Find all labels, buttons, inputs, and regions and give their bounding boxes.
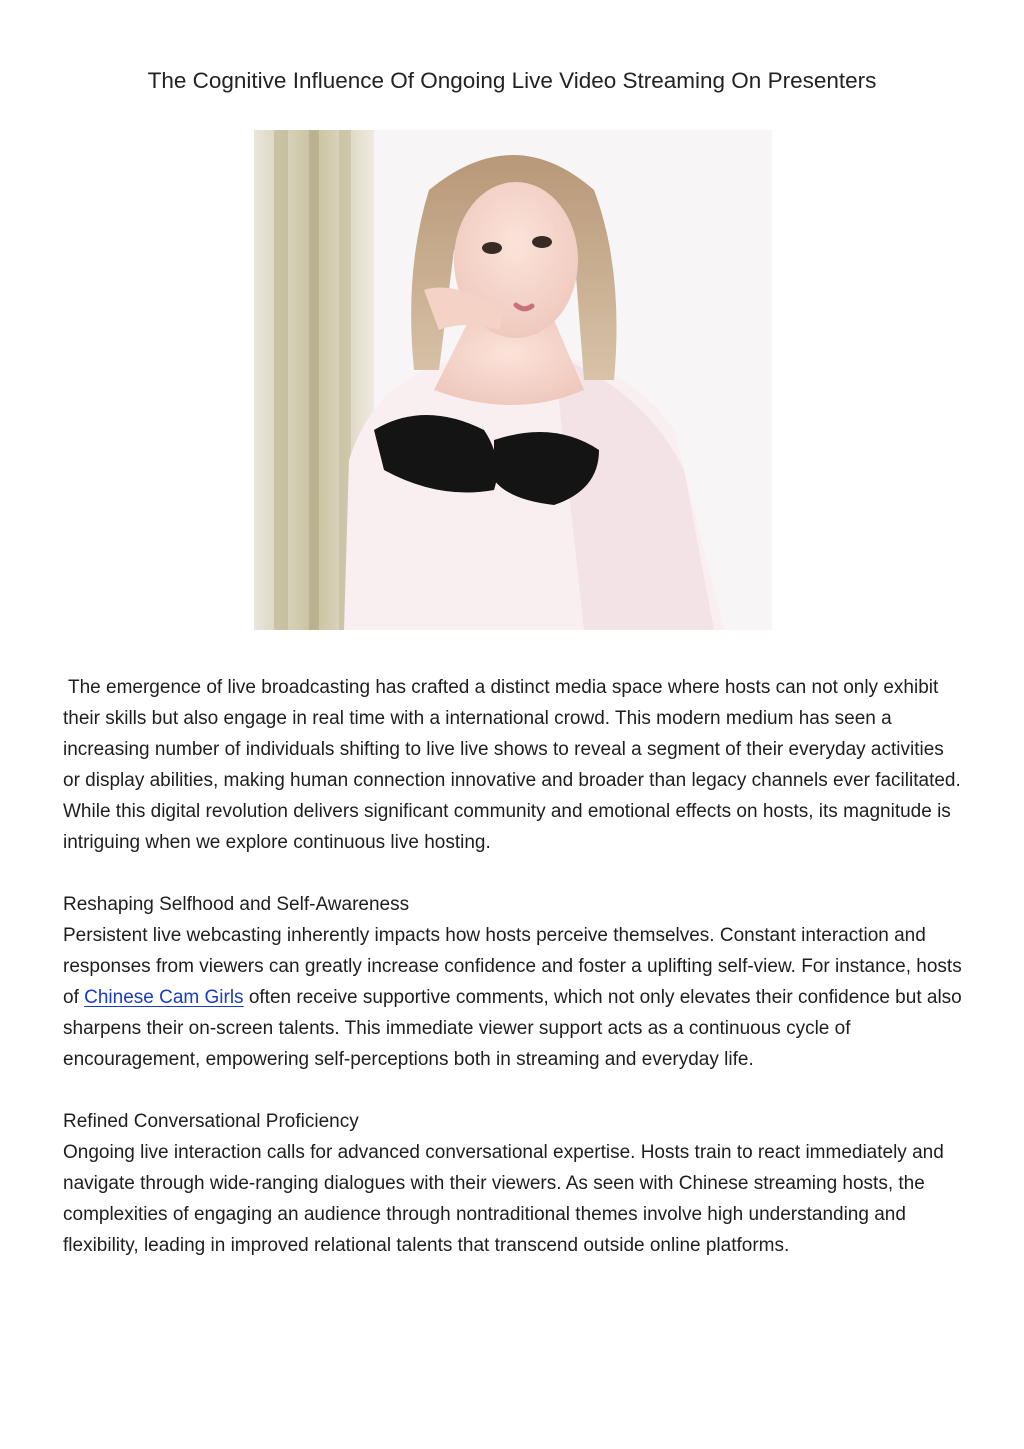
section-paragraph-conversational: Ongoing live interaction calls for advanced conversational expertise. Hosts train to react immediately and navigate through wide-ranging dialogues with their viewers. As seen with Chinese streaming hosts, the complexities of engaging an audience through nontraditional themes involve high understanding and flexibility, leading in improved relational talents that transcend outside online platforms. bbox=[63, 1142, 944, 1256]
section-heading-conversational: Refined Conversational Proficiency bbox=[63, 1111, 359, 1132]
chinese-cam-girls-link[interactable]: Chinese Cam Girls bbox=[84, 987, 244, 1008]
section-heading-selfhood: Reshaping Selfhood and Self-Awareness bbox=[63, 894, 410, 915]
photo-illustration bbox=[254, 130, 772, 630]
section-paragraph-selfhood bbox=[63, 920, 963, 1075]
paragraph-text: often receive supportive comments, which not only elevates their confidence but also sharpens their on-screen talents. This immediate viewer support acts as a continuous cycle of encouragement, empowering self-perceptions both in streaming and everyday life. bbox=[63, 987, 962, 1070]
article-photo bbox=[254, 130, 772, 630]
page-title: The Cognitive Influence Of Ongoing Live Video Streaming On Presenters bbox=[147, 68, 877, 93]
paragraph-text: Persistent live webcasting inherently impacts how hosts perceive themselves. Constant interaction and responses from viewers can greatly increase confidence and foster a uplifting self-view. For instance, hosts of bbox=[63, 925, 962, 1008]
article-body bbox=[63, 672, 963, 1261]
intro-paragraph: The emergence of live broadcasting has crafted a distinct media space where hosts can not only exhibit their skills but also engage in real time with a international crowd. This modern medium has seen a increasing number of individuals shifting to live live shows to reveal a segment of their everyday activities or display abilities, making human connection innovative and broader than legacy channels ever facilitated. While this digital revolution delivers significant community and emotional effects on hosts, its magnitude is intriguing when we explore continuous live hosting. bbox=[63, 677, 961, 853]
